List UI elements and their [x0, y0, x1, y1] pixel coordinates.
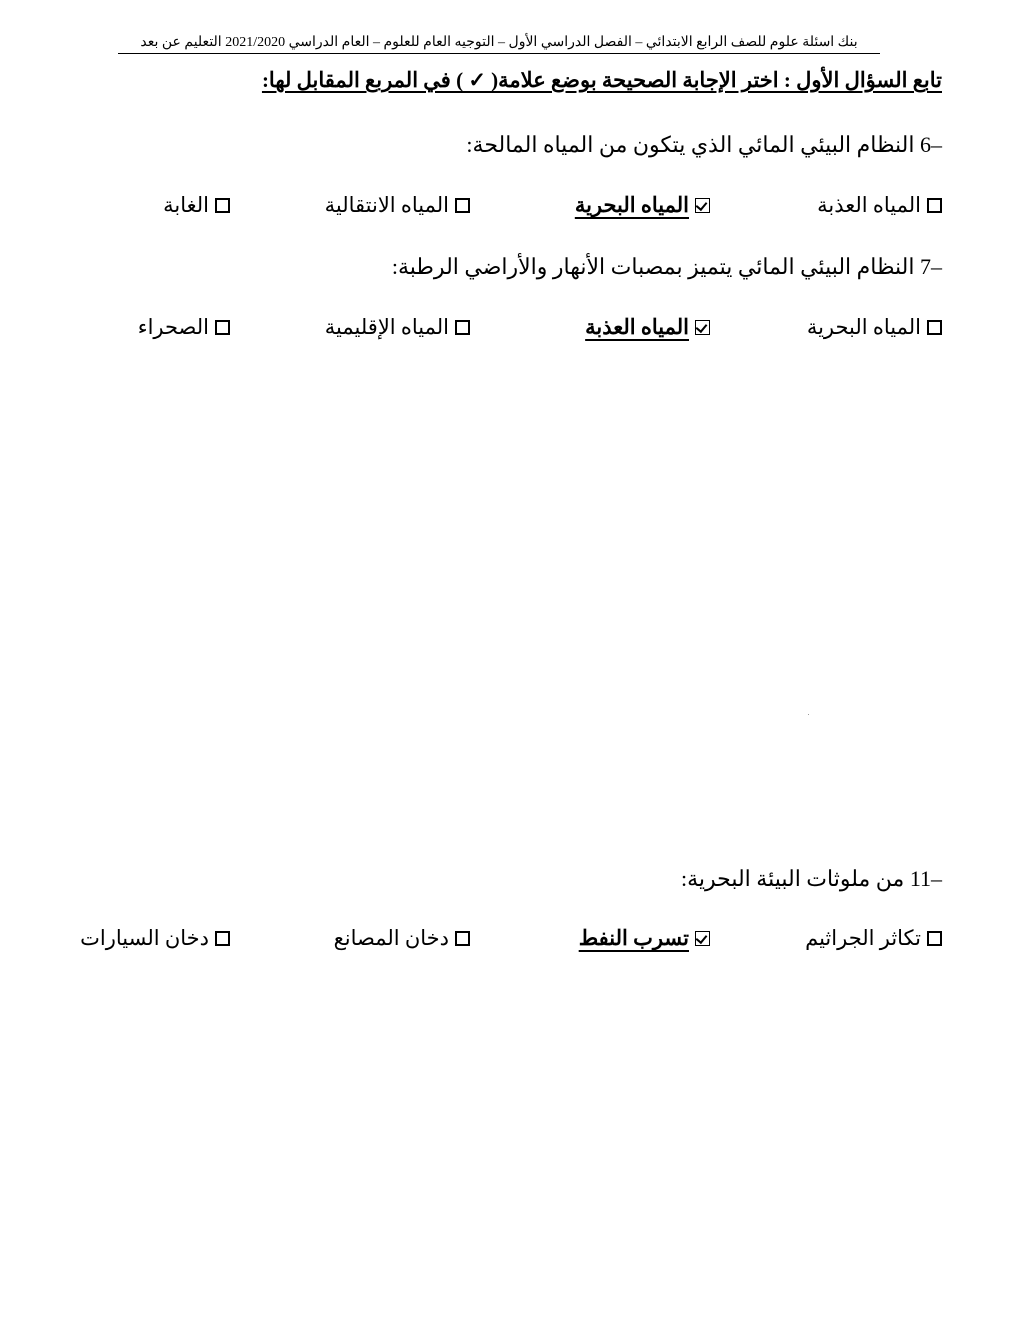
option-label-correct: المياه البحرية — [574, 193, 689, 217]
option-label-correct: المياه العذبة — [585, 315, 689, 339]
option-label: دخان السيارات — [80, 926, 209, 950]
checkbox[interactable] — [215, 198, 230, 213]
option-label: تكاثر الجراثيم — [805, 926, 921, 950]
option-q6-4[interactable] — [163, 193, 230, 218]
question-text: من ملوثات البيئة البحرية: — [680, 866, 905, 891]
option-q11-3[interactable] — [334, 926, 470, 951]
option-label: المياه الإقليمية — [324, 315, 449, 339]
option-q7-2[interactable] — [585, 315, 710, 340]
option-label-correct: تسرب النفط — [578, 926, 689, 950]
option-label: المياه العذبة — [817, 193, 921, 217]
option-q6-2[interactable] — [575, 193, 710, 218]
question-text: النظام البيئي المائي يتميز بمصبات الأنهار والأراضي الرطبة: — [391, 254, 915, 279]
option-q6-3[interactable] — [325, 193, 470, 218]
question-11 — [681, 866, 942, 892]
checkbox[interactable] — [455, 931, 470, 946]
section-title-text: تابع السؤال الأول : اختر الإجابة الصحيحة بوضع علامة( ✓ ) في المربع المقابل لها: — [261, 68, 942, 92]
options-row-q11 — [78, 926, 942, 958]
checkbox[interactable] — [455, 320, 470, 335]
checkbox[interactable] — [215, 320, 230, 335]
option-label: دخان المصانع — [333, 926, 449, 950]
question-number: 7– — [920, 254, 942, 279]
scan-speck — [808, 714, 809, 715]
question-number: 11– — [909, 866, 942, 891]
option-q7-3[interactable] — [325, 315, 470, 340]
checkbox[interactable] — [927, 320, 942, 335]
option-label: المياه البحرية — [806, 315, 921, 339]
option-q7-4[interactable] — [138, 315, 230, 340]
checkbox[interactable] — [927, 931, 942, 946]
question-number: 6– — [920, 132, 942, 157]
question-7 — [392, 254, 942, 280]
checkbox[interactable] — [215, 931, 230, 946]
page-header-text: بنك اسئلة علوم للصف الرابع الابتدائي – الفصل الدراسي الأول – التوجيه العام للعلوم – العام الدراسي 2021/2020 التعليم عن بعد — [140, 35, 858, 50]
checked-checkbox[interactable] — [695, 931, 710, 946]
option-q6-1[interactable] — [817, 193, 942, 218]
options-row-q7 — [78, 315, 942, 347]
option-label: المياه الانتقالية — [324, 193, 449, 217]
option-label: الصحراء — [137, 315, 209, 339]
checked-checkbox[interactable] — [695, 320, 710, 335]
options-row-q6 — [78, 193, 942, 225]
question-6 — [466, 132, 942, 158]
option-label: الغابة — [163, 193, 209, 217]
checked-checkbox[interactable] — [695, 198, 710, 213]
option-q7-1[interactable] — [807, 315, 942, 340]
option-q11-4[interactable] — [80, 926, 230, 951]
question-text: النظام البيئي المائي الذي يتكون من المياه المالحة: — [466, 132, 915, 157]
page-header — [118, 34, 880, 54]
option-q11-1[interactable] — [805, 926, 942, 951]
option-q11-2[interactable] — [579, 926, 710, 951]
checkbox[interactable] — [927, 198, 942, 213]
checkbox[interactable] — [455, 198, 470, 213]
section-title — [262, 68, 942, 93]
